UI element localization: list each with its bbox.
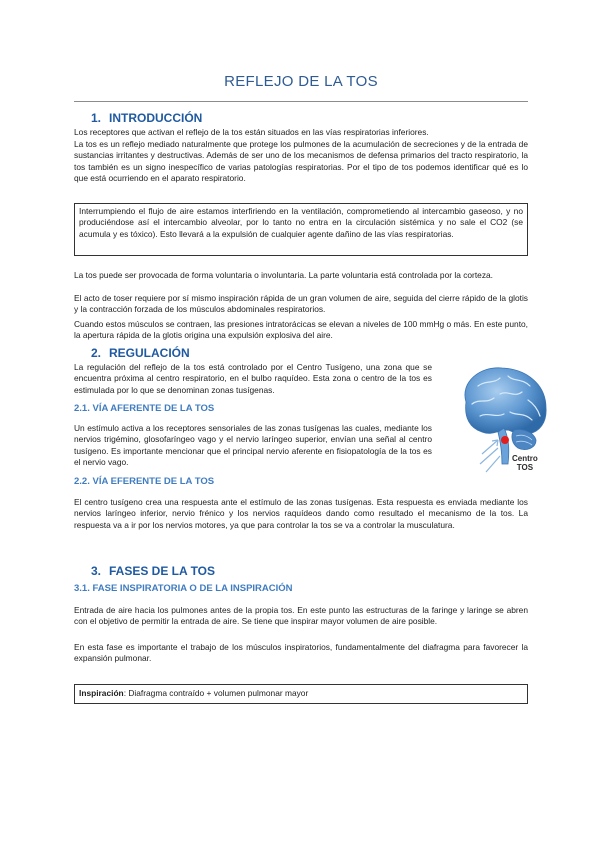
intro-paragraph-1: Los receptores que activan el reflejo de la tos están situados en las vías respiratorias inferiores. — [74, 127, 429, 137]
inspiracion-text: : Diafragma contraído + volumen pulmonar mayor — [123, 688, 309, 698]
fase-inspiratoria-paragraph-1: Entrada de aire hacia los pulmones antes de la propia tos. En este punto las estructuras de la faringe y laringe se abren con el objetivo de permitir la entrada de aire. Se tiene que inspirar mayor volumen de aire posible. — [74, 605, 528, 627]
title-divider — [74, 101, 528, 102]
intro-paragraph-5: Cuando estos músculos se contraen, las presiones intratorácicas se elevan a niveles de 100 mmHg o más. En este punto, la apertura rápida de la glotis origina una expulsión explosiva del aire. — [74, 319, 528, 341]
inspiracion-label: Inspiración — [79, 688, 124, 698]
section-number: 1. — [91, 111, 102, 125]
brain-figure-label — [512, 454, 538, 472]
section-heading-fases — [91, 564, 215, 578]
section-number: 2. — [91, 346, 102, 360]
section-heading-regulacion — [91, 346, 190, 360]
brain-label-line-1: Centro — [512, 454, 538, 463]
section-title: INTRODUCCIÓN — [109, 111, 203, 125]
section-heading-introduccion — [91, 111, 202, 125]
brain-label-line-2: TOS — [516, 463, 534, 472]
subsection-heading-via-aferente: 2.1. VÍA AFERENTE DE LA TOS — [74, 403, 215, 414]
fase-inspiratoria-paragraph-2: En esta fase es importante el trabajo de los músculos inspiratorios, fundamentalmente del diafragma para favorecer la expansión pulmonar. — [74, 642, 528, 664]
intro-note-box: Interrumpiendo el flujo de aire estamos interfiriendo en la ventilación, comprometiendo al intercambio gaseoso, y no produciéndose así el intercambio alveolar, por lo tanto no entra en la circulación sistémica y no sale el CO2 (se acumula y es tóxico). Esto llevará a la expulsión de cualquier agente dañino de las vías respiratorias. — [74, 203, 528, 256]
section-title: REGULACIÓN — [109, 346, 190, 360]
section-number: 3. — [91, 564, 102, 578]
subsection-heading-fase-inspiratoria: 3.1. FASE INSPIRATORIA O DE LA INSPIRACIÓN — [74, 583, 293, 594]
intro-paragraph-2: La tos es un reflejo mediado naturalmente que protege los pulmones de la acumulación de secreciones y de la entrada de sustancias irritantes y destructivas. Además de ser uno de los mecanismos de defensa primarios del tracto respiratorio, la tos también es un signo inespecífico de varias patologías respiratorias. Por el tipo de tos podemos identificar qué es lo que está ocurriendo en el aparato respiratorio. — [74, 139, 528, 184]
document-title: REFLEJO DE LA TOS — [224, 73, 378, 90]
intro-paragraph-4: El acto de toser requiere por sí mismo inspiración rápida de un gran volumen de aire, seguida del cierre rápido de la glotis y la contracción forzada de los músculos abdominales respiratorios. — [74, 293, 528, 315]
subsection-heading-via-eferente: 2.2. VÍA EFERENTE DE LA TOS — [74, 476, 215, 487]
via-aferente-paragraph: Un estímulo activa a los receptores sensoriales de las zonas tusígenas las cuales, mediante los nervios trigémino, glosofaríngeo vago y el nervio laríngeo superior, envían una señal al centro tusígeno. Es importante mencionar que el principal nervio aferente en fisiopatología de la tos es el nervio vago. — [74, 423, 432, 468]
section-title: FASES DE LA TOS — [109, 564, 216, 578]
intro-paragraph-3: La tos puede ser provocada de forma voluntaria o involuntaria. La parte voluntaria está controlada por la corteza. — [74, 270, 494, 280]
inspiracion-summary-box — [74, 684, 528, 704]
via-eferente-paragraph: El centro tusígeno crea una respuesta ante el estímulo de las zonas tusígenas. Esta respuesta es enviada mediante los nervios laríngeo inferior, nervio frénico y los nervios raquídeos dando como resultado el mecanismo de la tos. La respuesta va a ir por los nervios motores, ya que para controlar la tos se va a controlar la musculatura. — [74, 497, 528, 530]
regulacion-paragraph: La regulación del reflejo de la tos está controlado por el Centro Tusígeno, una zona que se encuentra próxima al centro respiratorio, en el bulbo raquídeo. Esta zona o centro de la tos es estimulada por lo que se denominan zonas tusígenas. — [74, 362, 432, 395]
